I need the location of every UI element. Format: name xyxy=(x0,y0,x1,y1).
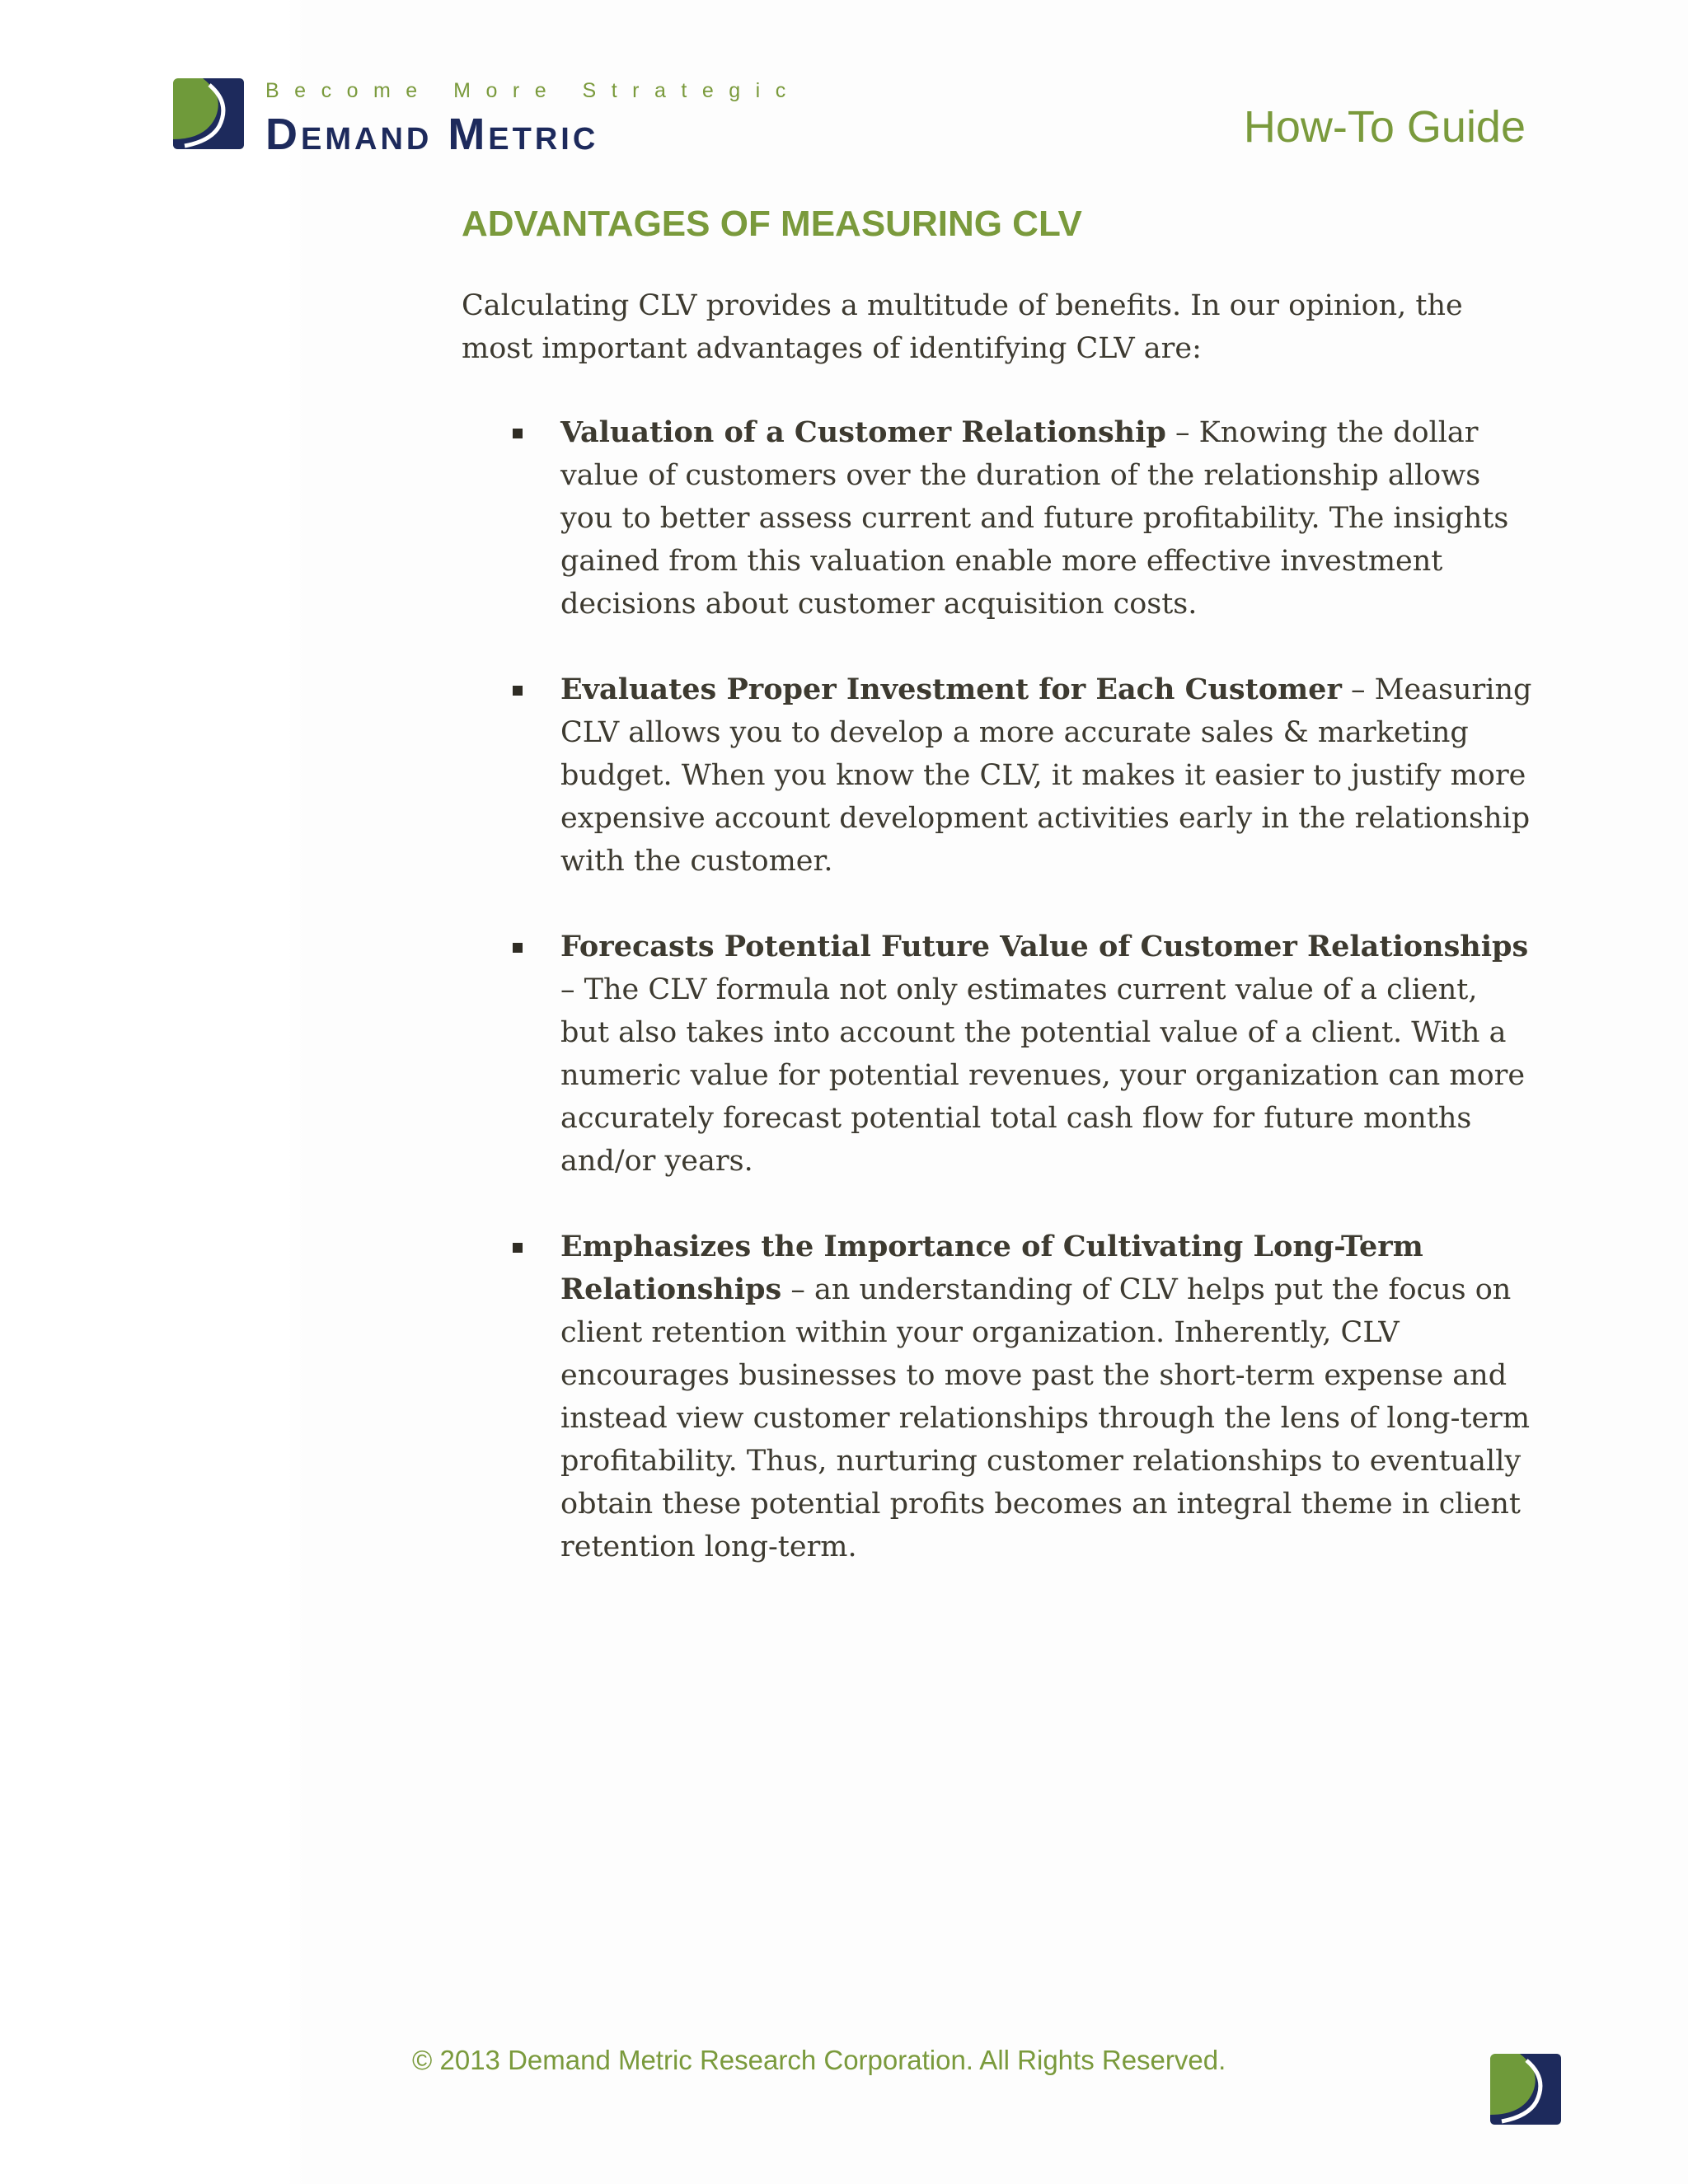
square-bullet-icon xyxy=(513,1243,523,1253)
list-item-heading: Valuation of a Customer Relationship xyxy=(560,415,1166,449)
square-bullet-icon xyxy=(513,686,523,696)
main-content xyxy=(462,200,1533,1611)
advantages-list xyxy=(462,411,1533,1568)
footer-logo-icon xyxy=(1490,2054,1561,2125)
list-item xyxy=(462,926,1533,1183)
square-bullet-icon xyxy=(513,429,523,438)
demand-metric-logo-icon xyxy=(173,78,244,149)
list-item-text: – an understanding of CLV helps put the focus on client retention within your organization. Inherently, CLV encourages businesses to move past the short-term expense and instead view customer relationships through the lens of long-term profitability. Thus, nurturing customer relationships to eventually obtain these potential profits becomes an integral theme in client retention long-term. xyxy=(560,1273,1531,1563)
guide-type-label: How-To Guide xyxy=(1243,102,1526,152)
intro-paragraph: Calculating CLV provides a multitude of benefits. In our opinion, the most important advantages of identifying CLV are: xyxy=(462,289,1463,365)
list-item-heading: Evaluates Proper Investment for Each Customer xyxy=(560,673,1342,706)
list-item xyxy=(462,1226,1533,1568)
list-item-heading: Emphasizes the Importance of Cultivating Long-Term Relationships xyxy=(560,1230,1423,1306)
footer-copyright: © 2013 Demand Metric Research Corporation. All Rights Reserved. xyxy=(412,2045,1226,2075)
brand-tagline: Become More Strategic xyxy=(265,79,801,102)
list-item-text: – The CLV formula not only estimates current value of a client, but also takes into account the potential value of a client. With a numeric value for potential revenues, your organization can more accurately forecast potential total cash flow for future months and/or years. xyxy=(560,973,1526,1178)
list-item-text: – Knowing the dollar value of customers over the duration of the relationship allows you to better assess current and future profitability. The insights gained from this valuation enable more effective investment decisions about customer acquisition costs. xyxy=(560,416,1509,621)
section-title: ADVANTAGES OF MEASURING CLV xyxy=(462,204,1082,244)
list-item xyxy=(462,668,1533,883)
square-bullet-icon xyxy=(513,943,523,953)
list-item-text: – Measuring CLV allows you to develop a more accurate sales & marketing budget. When you know the CLV, it makes it easier to justify more expensive account development activities early in the relationship with the customer. xyxy=(560,673,1532,878)
list-item xyxy=(462,411,1533,626)
list-item-heading: Forecasts Potential Future Value of Customer Relationships xyxy=(560,930,1529,963)
brand-name: Demand Metric xyxy=(265,110,599,159)
